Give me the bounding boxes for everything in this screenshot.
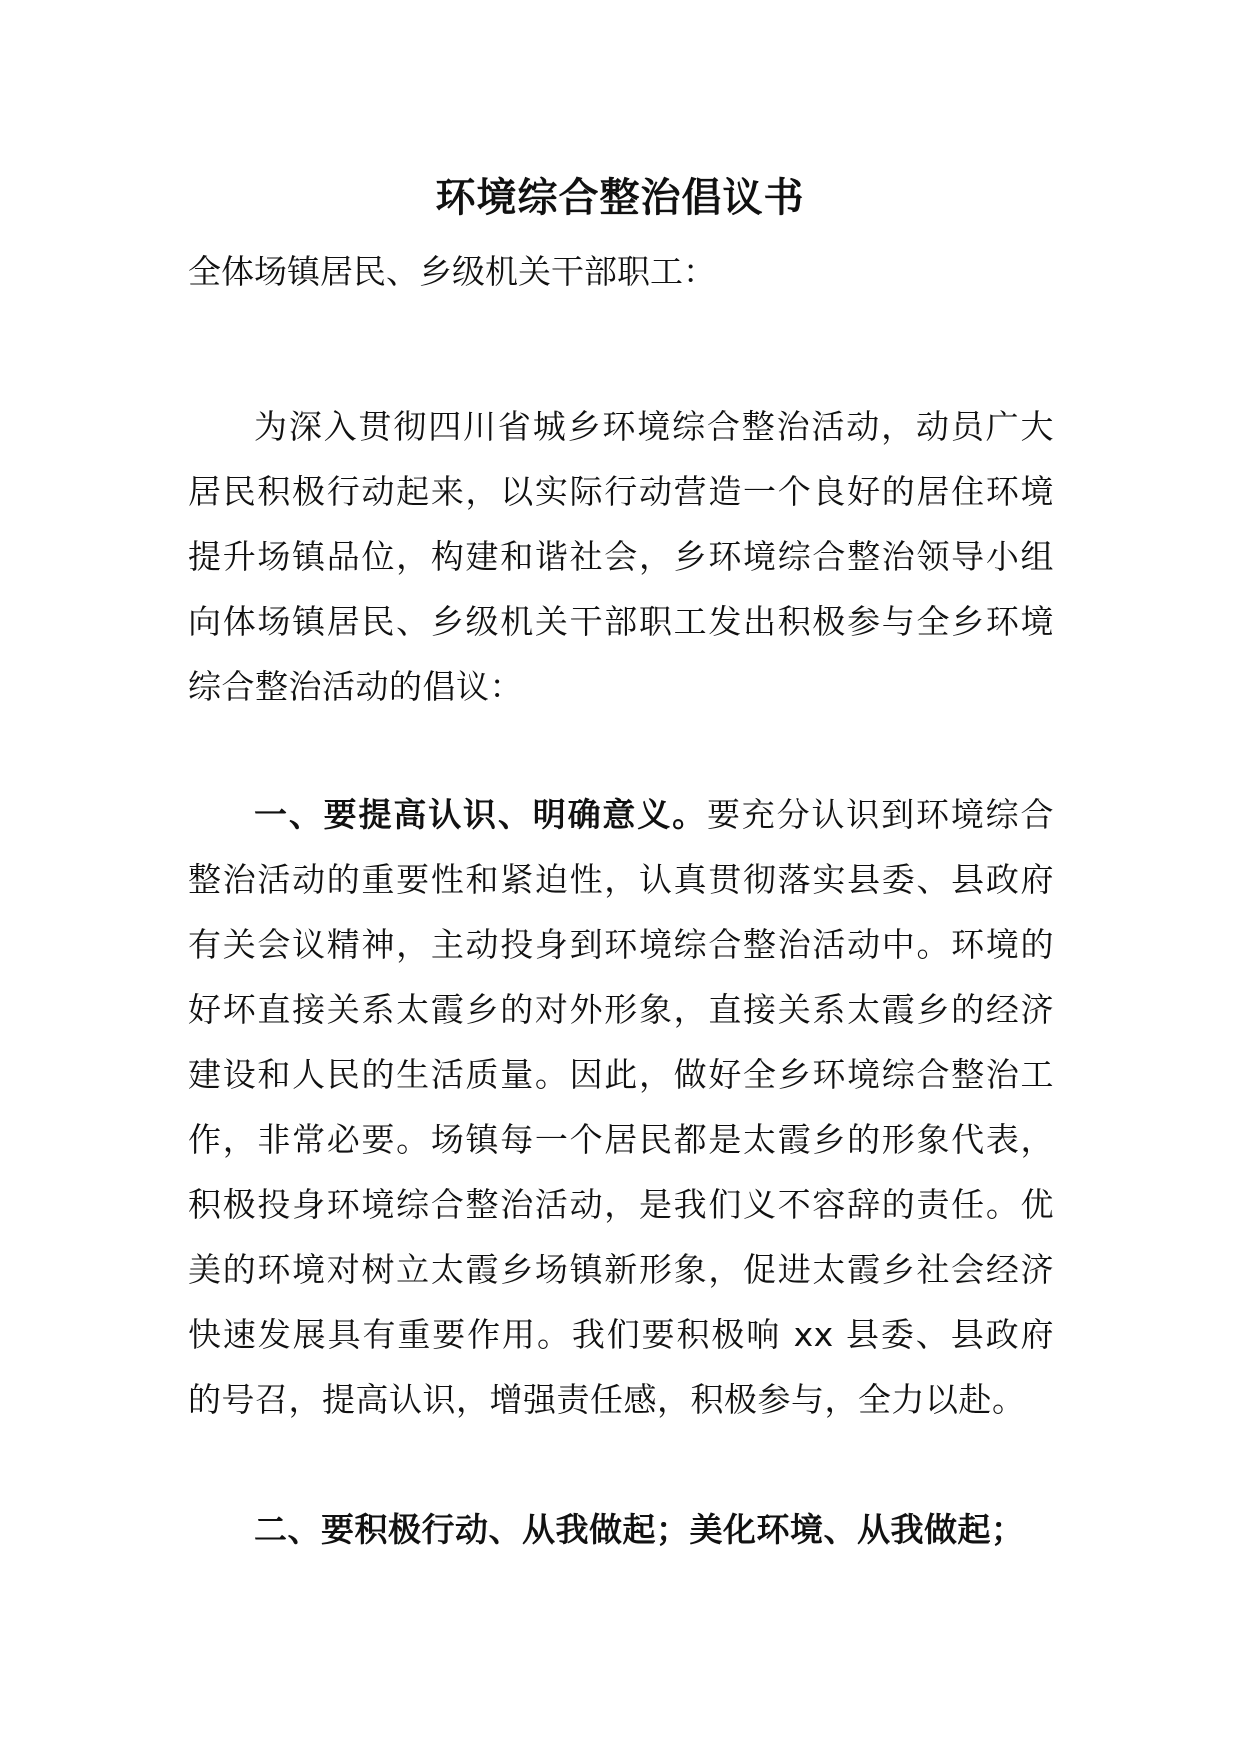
document-title: 环境综合整治倡议书 <box>435 175 805 221</box>
salutation: 全体场镇居民、乡级机关干部职工： <box>188 252 716 291</box>
section-2-heading: 二、要积极行动、从我做起；美化环境、从我做起； <box>254 1510 1025 1549</box>
section-1-paragraph <box>188 782 1054 1432</box>
intro-paragraph: 为深入贯彻四川省城乡环境综合整治活动，动员广大居民积极行动起来，以实际行动营造一个良好的居住环境提升场镇品位，构建和谐社会，乡环境综合整治领导小组向体场镇居民、乡级机关干部职工发出积极参与全乡环境综合整治活动的倡议： <box>188 407 1054 706</box>
section-1-body: 要充分认识到环境综合整治活动的重要性和紧迫性，认真贯彻落实县委、县政府有关会议精神，主动投身到环境综合整治活动中。环境的好坏直接关系太霞乡的对外形象，直接关系太霞乡的经济建设和人民的生活质量。因此，做好全乡环境综合整治工作，非常必要。场镇每一个居民都是太霞乡的形象代表，积极投身环境综合整治活动，是我们义不容辞的责任。优美的环境对树立太霞乡场镇新形象，促进太霞乡社会经济快速发展具有重要作用。我们要积极响 xx 县委、县政府的号召，提高认识，增强责任感，积极参与，全力以赴。 <box>188 795 1055 1419</box>
section-1-heading: 一、要提高认识、明确意义。 <box>254 795 707 834</box>
